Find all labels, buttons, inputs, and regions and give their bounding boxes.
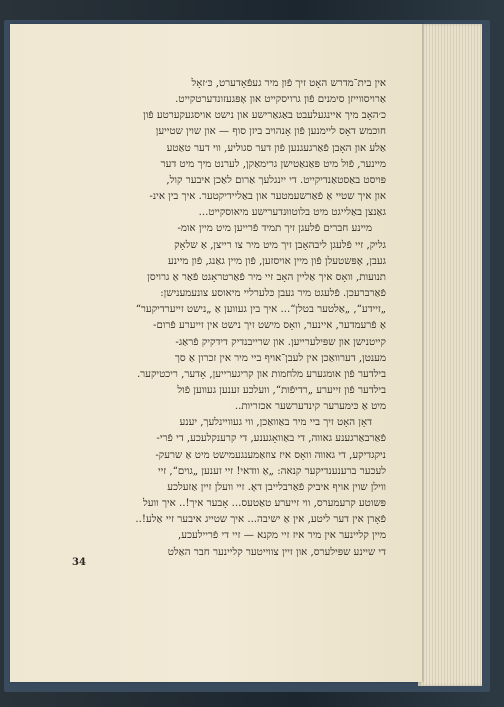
text-line: גאַנצן באַלייגט מיט בלוטווּנדערישע מיאוסקייט... — [198, 207, 386, 219]
text-line: מיט אַ כּימערער קינדערשער אכזריות.. — [234, 401, 386, 413]
text-line: פֿאַרבאַרגענע גאווה, די באַוואָגענע, די קרענקלעכע, די פֿרי- — [156, 433, 386, 445]
text-line: ניקגדיקע, די גאווה וואָס איז צוזאַמענגעמישט מיט אַ שרעק- — [155, 449, 386, 461]
page-text — [56, 76, 386, 561]
text-line: חוכמש דאָס ליימנען פֿון אָנהויב ביזן סוף — און שוין שטייען — [155, 126, 386, 138]
text-line: תנועות, וואָס איך אַליין האָב זיי מיר פֿאַרטראָגט פֿאַר אַ גרויסן — [147, 271, 386, 283]
text-line: געבן, אָפּשטעלן פֿון מיין אויסזען, פֿון מיין גאַנג, פֿון מיינע — [167, 255, 386, 267]
text-line: אַרויסווייזן סימנים פֿון גרויסקייט און אָפּגעזונדערטקייט. — [175, 94, 386, 106]
text-line: מיינער, פֿול מיט פּאַנאַטישן גרימאַקן, לערנט מיך מיט דער — [160, 158, 386, 170]
paragraph — [56, 415, 386, 560]
paragraph — [56, 76, 386, 221]
text-line: פּשוטע קרעמערס, ווי זייערע טאַטעס... אָבער איך!.. איך וועל — [142, 498, 386, 510]
text-line: אַלע און האָבן פֿאַרגעגנען פֿון דער סגוליע, ווי דער טאַטע — [166, 142, 386, 154]
text-line: מיינע חברים פֿלעגן זיך תמיד פֿרייען מיט מיין אומ- — [177, 223, 372, 235]
text-line: „זיידע“, „אַלטער בטלן“... איך בין געווען אַ „נישט זייערדיקער“ — [135, 304, 386, 316]
text-line: כ׳האָב מיך איינגעלעבט באַגאַרישע און נישט אויסגעקערטע פֿון — [143, 110, 386, 122]
text-line: די שיינע שפּילערס, און זיין צווייטער קליינער חבר האַלט — [167, 546, 386, 558]
text-line: פֿאַרברעכן. פֿלעגט מיר געבן כּלערליי מיאוסע צונעמענישן: — [160, 288, 386, 300]
text-line: ווילן שוין אויף איביק פֿאַרבלייבן דאָ. זיי וועלן זיין אַזעלכע — [167, 481, 386, 493]
book-page — [10, 24, 422, 682]
page-number: 34 — [72, 557, 86, 568]
text-line: אַ פֿרעמדער, איינער, וואָס מישט זיך נישט אין זייערע פֿרום- — [153, 320, 386, 332]
text-line: דאָן האָט זיך ביי מיר באַוואַכן, ווי געוויינלעך, יענע — [179, 417, 372, 429]
text-line: בילדער פֿון אומגערע מלחמות און קריגערייען, אָדער, ריכטיקער. — [136, 368, 386, 380]
page-edges — [418, 24, 482, 686]
text-line: און איך שטיי אַ פֿאַרשעמטער און באַליידיקטער. איך בין אינ- — [149, 191, 386, 203]
text-line: פּויסט באַסטאַנדיקייט. די ייִנגלעך אַרום לאַכן איבער קול, — [166, 174, 386, 186]
text-line: אין בית־מדרש האָט זיך פֿון מיר געפֿאָדערט, כּ׳זאָל — [191, 78, 386, 89]
text-line: פֿאָרן אין דער ליטע, אין אַ ישיבה... איך שטייג איבער זיי אַלע!.. — [135, 514, 386, 526]
text-line: מיין קליינער אין מיר איז זיי מקנא — זיי די פֿריילעכע, — [178, 530, 386, 542]
text-line: לעכער ברענענדיקער קנאה: „אַ וודאי! זיי זענען „גוים“, זיי — [158, 465, 386, 477]
text-line: מענטן, דערוואַכן אין לעבן־אויף ביי מיר אין זכרון אַ סך — [174, 352, 386, 364]
text-line: גליק, זיי פֿלעגן ליבהאָבן זיך מיט מיר צו רייצן, אַ שלאָק — [174, 239, 386, 251]
text-line: קייטנישן און שפּילערייען. און שרייבנדיק דידקיק פֿראַג- — [175, 336, 386, 348]
paragraph — [56, 221, 386, 415]
text-line: בילדער פֿון זייערע „רדיפֿות“, וועלכע זענען געווען פֿול — [177, 384, 386, 396]
